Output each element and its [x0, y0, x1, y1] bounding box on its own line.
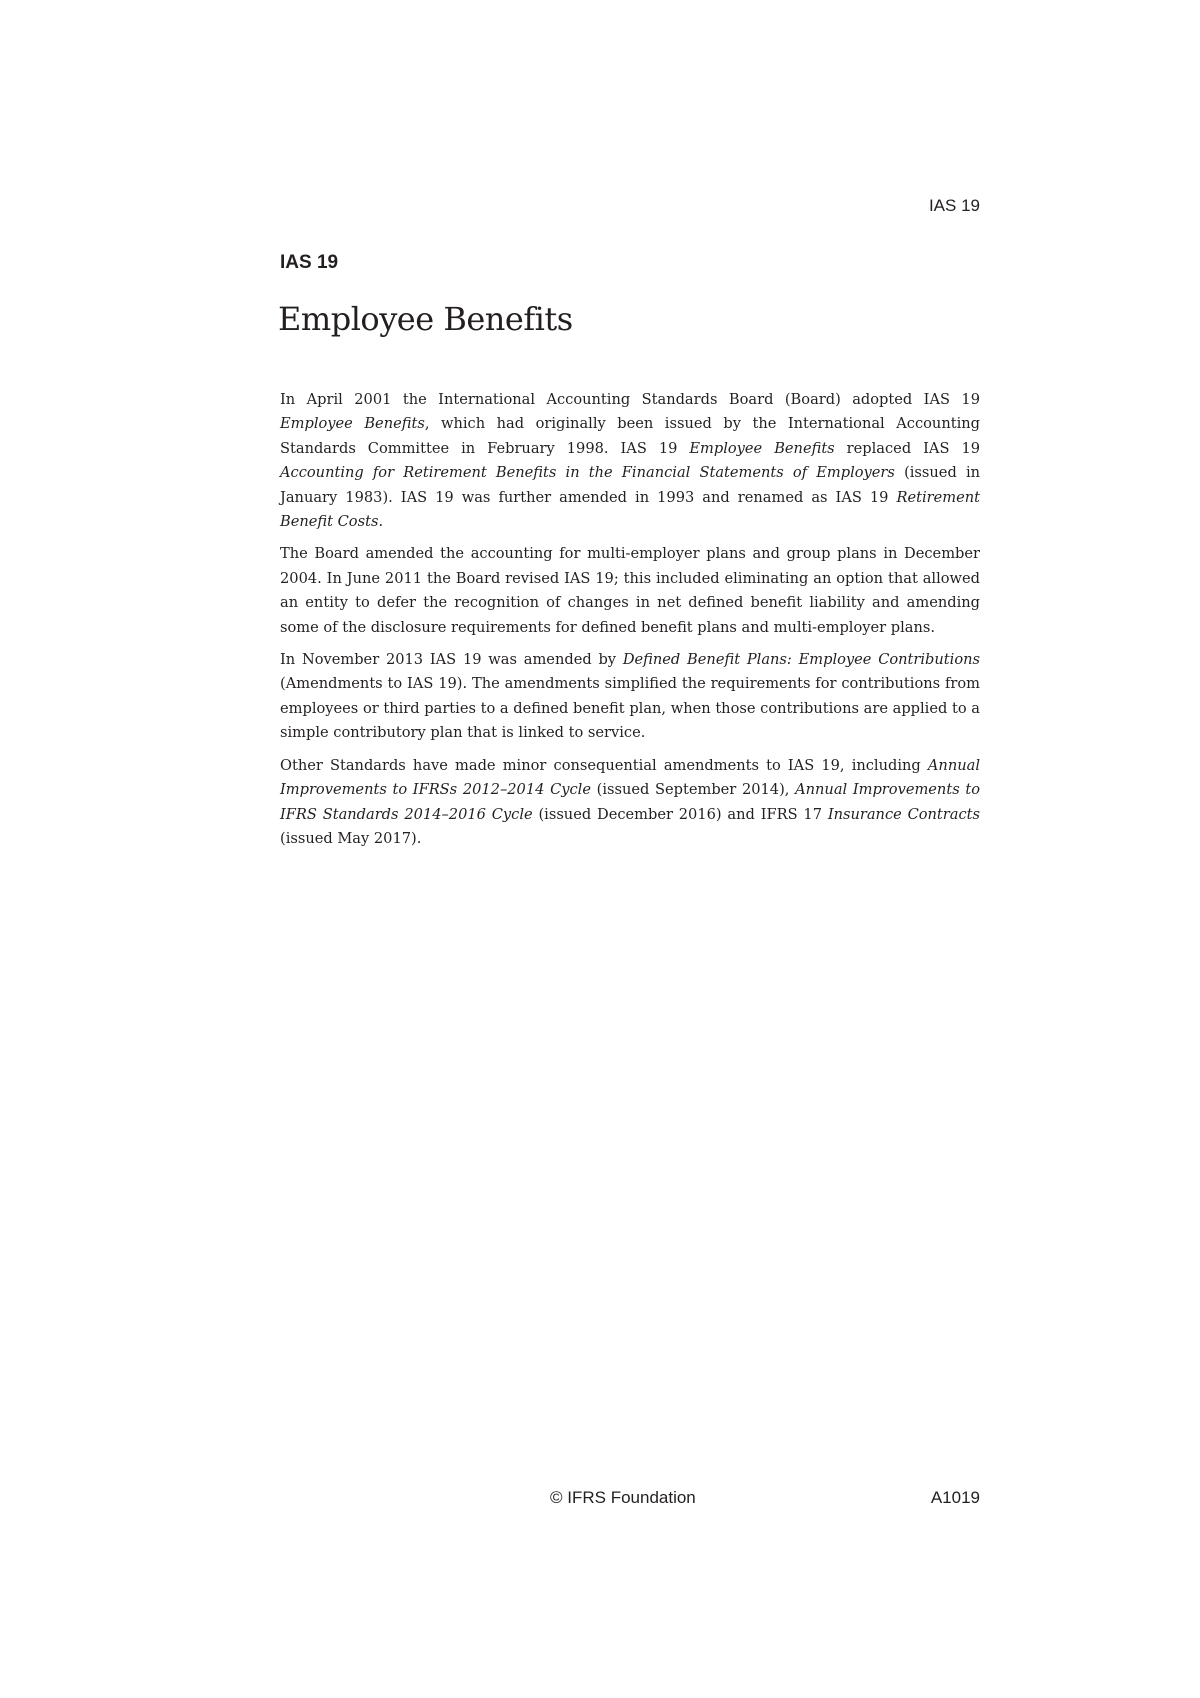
paragraph-3	[280, 648, 980, 746]
paragraph-text: (issued May 2017).	[280, 829, 422, 847]
paragraph-text: (issued December 2016) and IFRS 17	[532, 805, 828, 823]
paragraph-text: In April 2001 the International Accounting Standards Board (Board) adopted IAS 19	[280, 391, 980, 408]
running-header: IAS 19	[928, 196, 980, 215]
page-footer	[280, 1488, 980, 1512]
paragraph-text: Other Standards have made minor consequential amendments to IAS 19, including	[280, 756, 928, 774]
introduction-body	[280, 388, 980, 859]
paragraph-4	[280, 754, 980, 852]
paragraph-text: .	[378, 513, 384, 531]
paragraph-text: , which had originally been issued by the International Accounting Standards Committee in February 1998. IAS 19	[280, 415, 980, 457]
paragraph-text: The Board amended the accounting for multi-employer plans and group plans in December 2004. In June 2011 the Board revised IAS 19; this included eliminating an option that allowed an entity to defer the recognition of changes in net defined benefit liability and amending some of the disclosure requirements for defined benefit plans and multi-employer plans.	[280, 545, 980, 636]
standard-title-ref: Employee Benefits	[689, 439, 835, 457]
standard-title-ref: Insurance Contracts	[827, 805, 980, 823]
standard-title-ref: Annual Improvements to IFRS Standards 2014–2016 Cycle	[280, 781, 980, 823]
copyright-notice: © IFRS Foundation	[550, 1488, 696, 1507]
paragraph-text: (issued September 2014),	[590, 781, 796, 799]
standard-title-ref: Annual Improvements to IFRSs 2012–2014 Cycle	[280, 756, 980, 799]
paragraph-1	[280, 388, 980, 534]
paragraph-text: (issued in January 1983). IAS 19 was further amended in 1993 and renamed as IAS 19	[280, 464, 981, 506]
paragraph-2	[280, 542, 980, 640]
paragraph-text: In November 2013 IAS 19 was amended by	[280, 651, 623, 669]
standard-title-ref: Employee Benefits	[280, 415, 425, 433]
standard-title-ref: Retirement Benefit Costs	[280, 488, 980, 531]
page-number: A1019	[930, 1488, 980, 1507]
page-title: Employee Benefits	[278, 300, 573, 338]
standard-label: IAS 19	[280, 252, 339, 273]
paragraph-text: replaced IAS 19	[834, 439, 981, 457]
paragraph-text: (Amendments to IAS 19). The amendments simplified the requirements for contributions from employees or third parties to a defined benefit plan, when those contributions are applied to a simple contributory plan that is linked to service.	[280, 675, 980, 742]
standard-title-ref: Accounting for Retirement Benefits in the Financial Statements of Employers	[280, 464, 895, 482]
standard-title-ref: Defined Benefit Plans: Employee Contributions	[622, 651, 980, 669]
